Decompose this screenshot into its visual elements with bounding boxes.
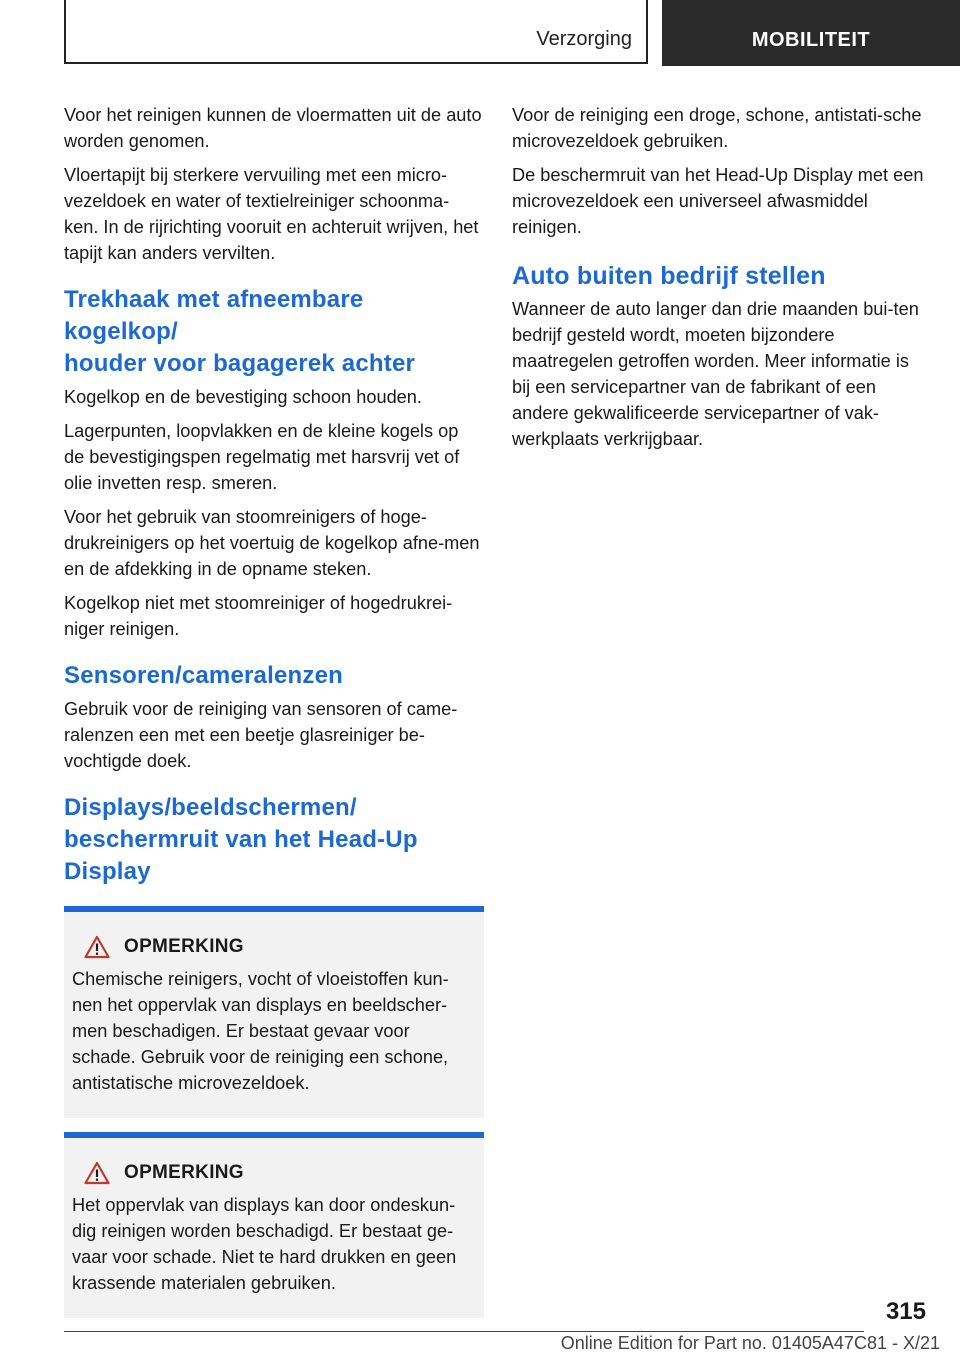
paragraph: Voor het gebruik van stoomreinigers of hoge-drukreinigers op het voertuig de kogelkop afne-men en de afdekking in de opname steken. (64, 507, 480, 579)
heading-auto-buiten-bedrijf: Auto buiten bedrijf stellen (512, 262, 826, 290)
paragraph: Vloertapijt bij sterkere vervuiling met een micro-vezeldoek en water of textielreiniger schoonma-ken. In de rijrichting vooruit en achteruit wrijven, het tapijt kan anders vervilten. (64, 165, 479, 263)
left-column (64, 102, 482, 1318)
section-title: Verzorging (536, 28, 632, 50)
heading-sensoren: Sensoren/cameralenzen (64, 662, 343, 689)
paragraph: Wanneer de auto langer dan drie maanden bui-ten bedrijf gesteld wordt, moeten bijzondere maatregelen getroffen worden. Meer informatie is bij een servicepartner van de fabrikant of een andere gekwalificeerde servicepartner of vak-werkplaats verkrijgbaar. (512, 299, 919, 449)
notice-header (74, 1160, 476, 1186)
paragraph: Gebruik voor de reiniging van sensoren of came-ralenzen een met een beetje glasreiniger be-vochtigde doek. (64, 699, 458, 771)
heading-line: houder voor bagagerek achter (64, 350, 416, 377)
warning-triangle-icon (84, 1161, 110, 1185)
heading-line: Display (64, 858, 151, 885)
footer-edition: Online Edition for Part no. 01405A47C81 - X/21 (560, 1333, 940, 1353)
page-number: 315 (885, 1298, 926, 1325)
heading-line: beschermruit van het Head-Up (64, 826, 418, 853)
right-column (512, 102, 924, 460)
heading-line: Trekhaak met afneembare kogelkop/ (64, 286, 364, 345)
notice-box (64, 906, 484, 1118)
paragraph: Kogelkop en de bevestiging schoon houden. (64, 387, 422, 407)
notice-box (64, 1132, 484, 1318)
paragraph: Lagerpunten, loopvlakken en de kleine kogels op de bevestigingspen regelmatig met harsvrij vet of olie invetten resp. smeren. (64, 421, 460, 493)
chapter-tab: MOBILITEIT (662, 0, 960, 66)
heading-trekhaak (64, 284, 482, 380)
header-section-box (64, 0, 648, 64)
notice-header (74, 934, 476, 960)
paragraph: De beschermruit van het Head-Up Display met een microvezeldoek een universeel afwasmiddel reinigen. (512, 165, 924, 237)
notice-title: OPMERKING (124, 1162, 244, 1183)
notice-text: Het oppervlak van displays kan door ondeskun-dig reinigen worden beschadigd. Er bestaat ge-vaar voor schade. Niet te hard drukken en geen krassende materialen gebruiken. (72, 1195, 457, 1293)
notice-title: OPMERKING (124, 936, 244, 957)
notice-text: Chemische reinigers, vocht of vloeistoffen kun-nen het oppervlak van displays en beeldscher-men beschadigen. Er bestaat gevaar voor schade. Gebruik voor de reiniging een schone, antistatische microvezeldoek. (72, 969, 449, 1093)
paragraph: Voor het reinigen kunnen de vloermatten uit de auto worden genomen. (64, 105, 482, 151)
footer-divider (64, 1331, 864, 1332)
paragraph: Kogelkop niet met stoomreiniger of hogedrukrei-niger reinigen. (64, 593, 453, 639)
paragraph: Voor de reiniging een droge, schone, antistati-sche microvezeldoek gebruiken. (512, 105, 922, 151)
heading-line: Displays/beeldschermen/ (64, 794, 357, 821)
heading-displays (64, 792, 482, 888)
warning-triangle-icon (84, 935, 110, 959)
